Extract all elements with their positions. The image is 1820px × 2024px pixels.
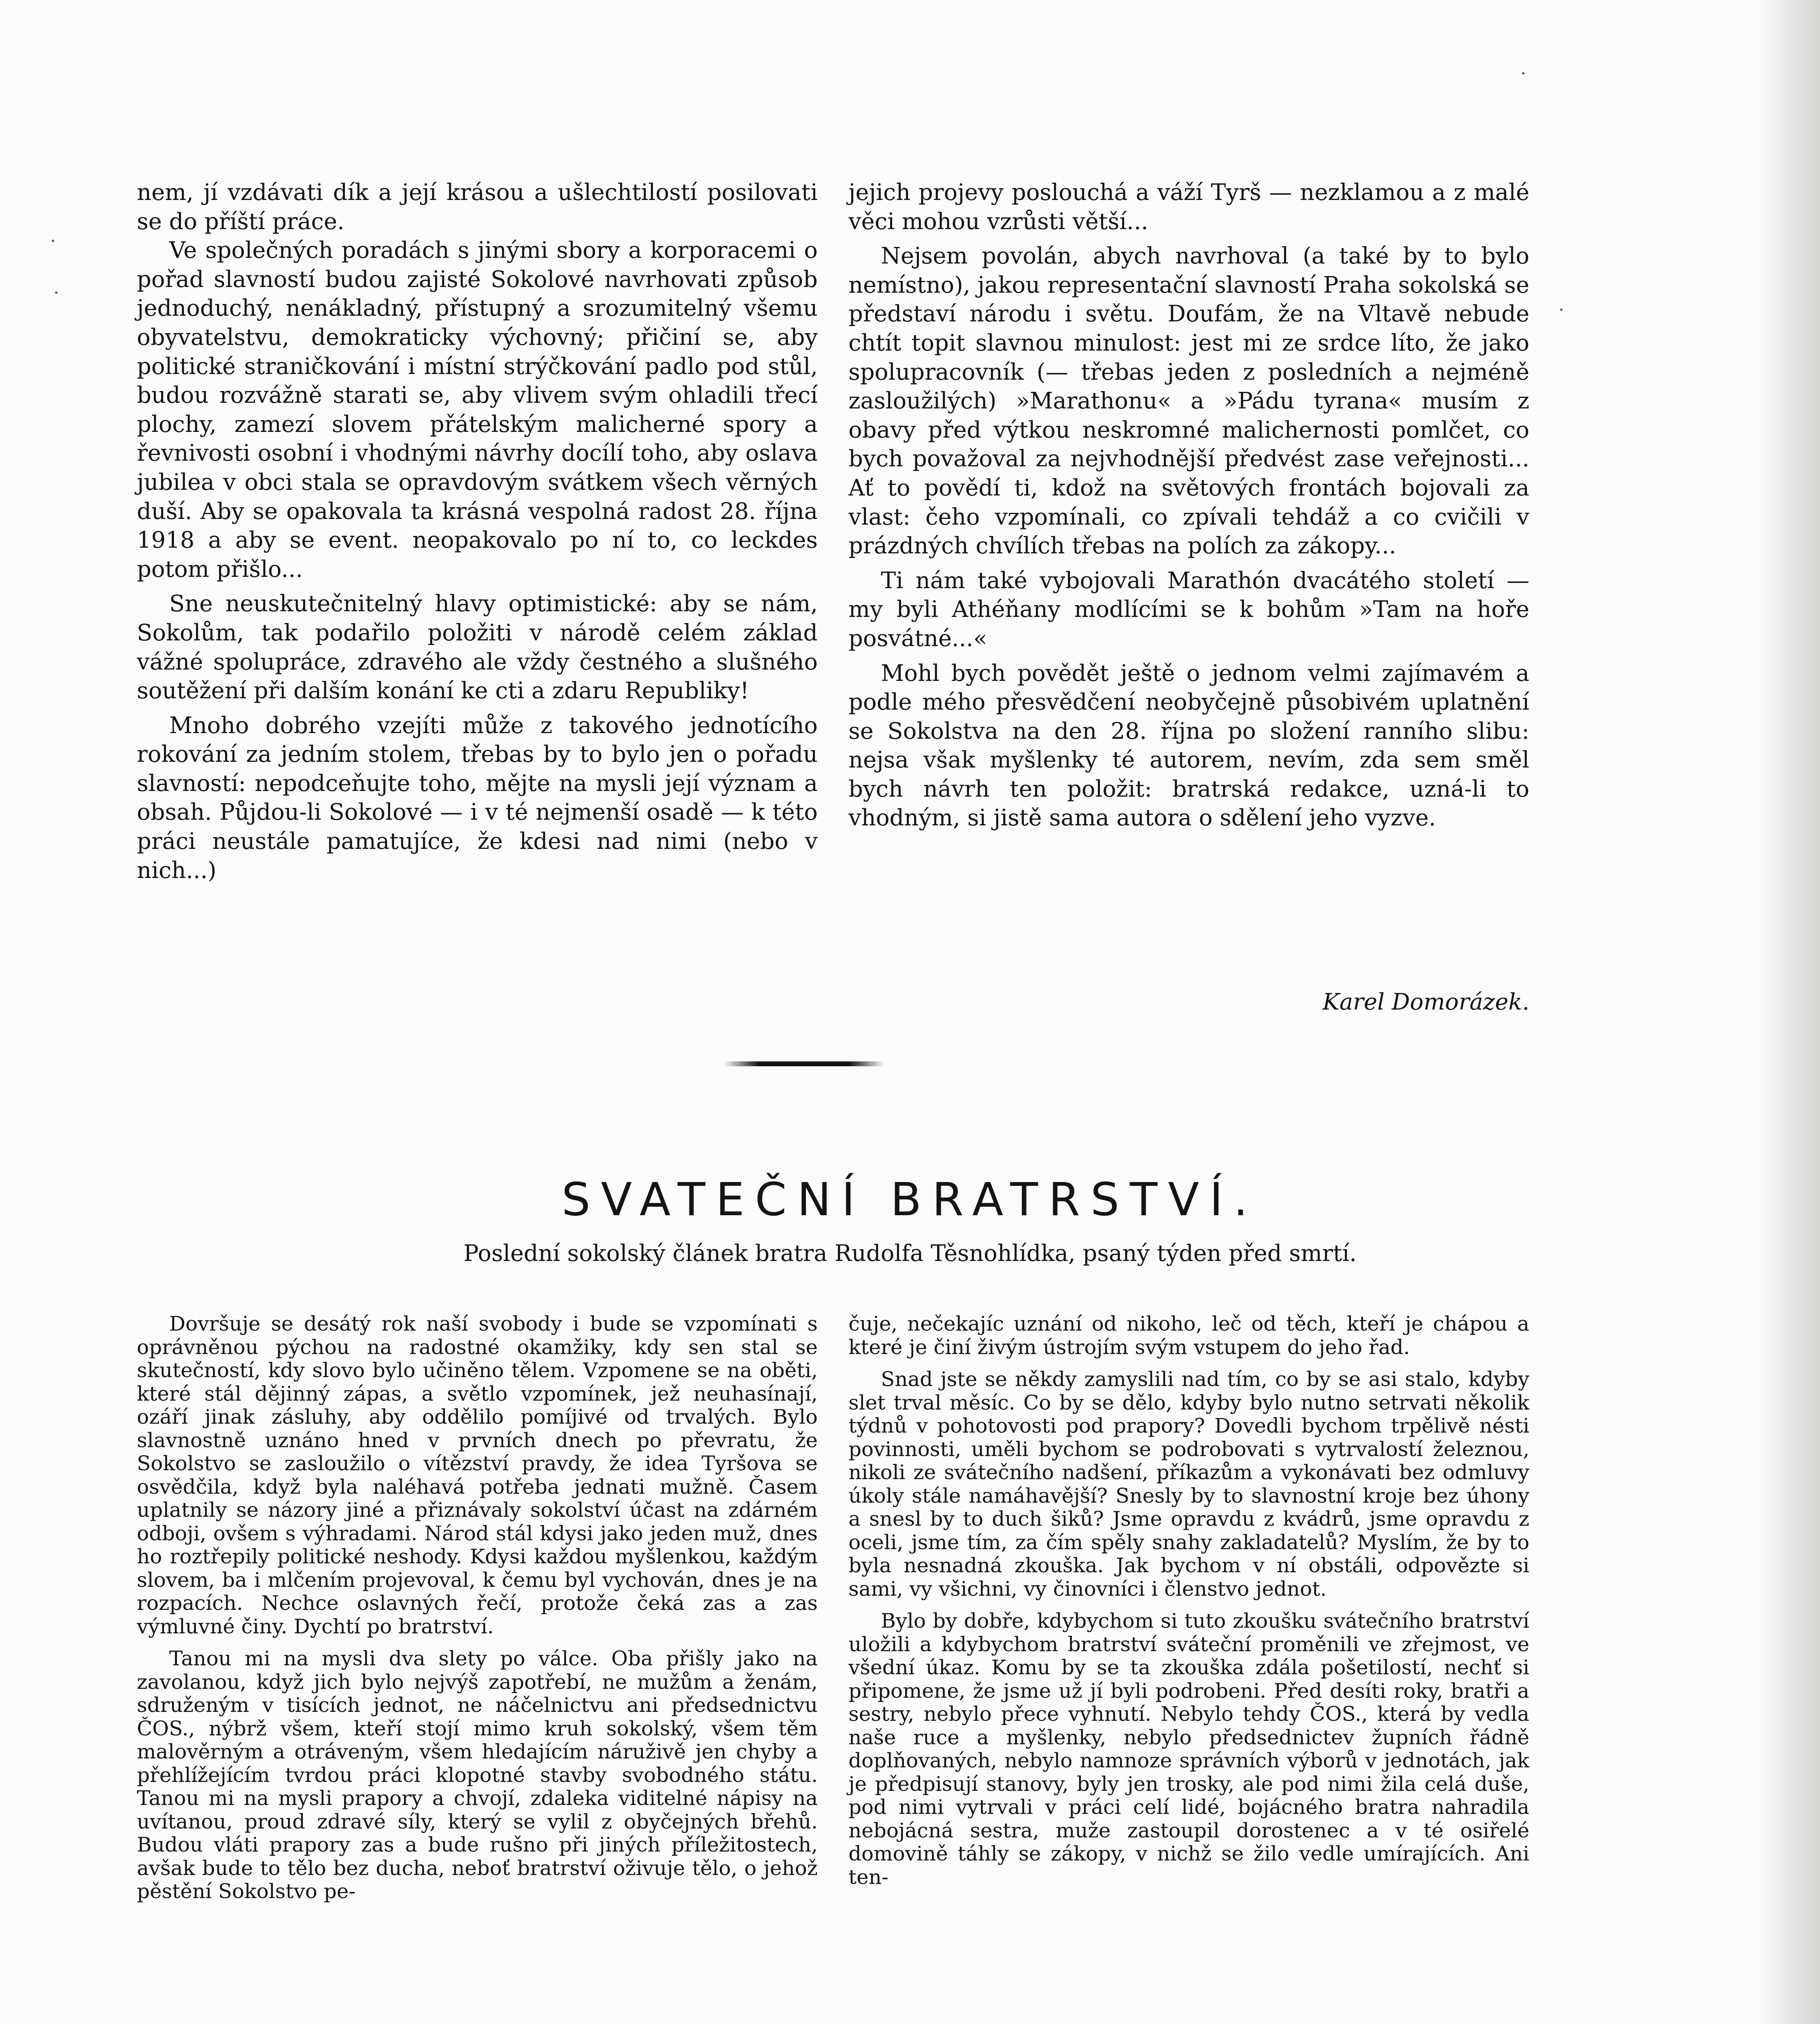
top-article-left-column	[137, 178, 818, 885]
paragraph: Mnoho dobrého vzejíti může z takového jednotícího rokování za jedním stolem, třebas by to bylo jen o pořadu slavností: nepodceňujte toho, mějte na mysli její význam a obsah. Půjdou-li Sokolové — i v té nejmenší osadě — k této práci neustále pamatujíce, že kdesi nad nimi (nebo v nich...)	[137, 712, 818, 884]
paragraph: jejich projevy poslouchá a váží Tyrš — nezklamou a z malé věci mohou vzrůsti větší...	[848, 179, 1529, 235]
paragraph: Snad jste se někdy zamyslili nad tím, co by se asi stalo, kdyby slet trval měsíc. Co by se dělo, kdyby bylo nutno setrvati několik týdnů v pohotovosti pod prapory? Dovedli bychom trpělivě nésti povinnosti, uměli bychom se podrobovati s vytrvalostí železnou, nikoli ze svátečního nadšení, příkazům a vykonávati bez odmluvy úkoly stále namáhavější? Snesly by to slavnostní kroje bez úhony a snesl by to duch šiků? Jsme opravdu z kvádrů, jsme opravdu z oceli, jsme tím, za čím spěly snahy zakladatelů? Myslím, že by to byla nesnadná zkouška. Jak bychom v ní obstáli, odpovězte si sami, vy všichni, vy činovníci i členstvo jednot.	[848, 1367, 1529, 1601]
paragraph: Bylo by dobře, kdybychom si tuto zkoušku svátečního bratrství uložili a kdybychom bratrství sváteční proměnili ve zřejmost, ve všední úkaz. Komu by se ta zkouška zdála pošetilostí, nechť si připomene, že jsme už jí byli podrobeni. Před desíti roky, bratři a sestry, nebylo přece vyhnutí. Nebylo tehdy ČOS., která by vedla naše ruce a myšlenky, nebylo předsednictev župních řádně doplňovaných, nebylo namnoze správních výborů v jednotách, jak je předpisují stanovy, byly jen trosky, ale pod nimi žila celá duše, pod nimi vytrvali v práci celí lidé, bojácného bratra nahradila nebojácná sestra, muže zastoupil dorostenec a v té osiřelé domovině táhly se zákopy, v nichž se žilo vedle umírajících. Ani ten-	[848, 1609, 1529, 1889]
paragraph: čuje, nečekajíc uznání od nikoho, leč od těch, kteří je chápou a které je činí živým ústrojím svým vstupem do jeho řad.	[848, 1312, 1529, 1359]
paragraph: nem, jí vzdávati dík a její krásou a ušlechtilostí posilovati se do příští práce.	[137, 179, 818, 235]
paragraph: Ti nám také vybojovali Marathón dvacátého století — my byli Athéňany modlícími se k bohům »Tam na hoře posvátné...«	[848, 567, 1529, 652]
paragraph: Dovršuje se desátý rok naší svobody i bude se vzpomínati s oprávněnou pýchou na radostné okamžiky, kdy sen stal se skutečností, kdy slovo bylo učiněno tělem. Vzpomene se na oběti, které stál dějinný zápas, a světlo vzpomínek, jež neuhasínají, ozáří jinak zásluhy, aby oddělilo pomíjivé od trvalých. Bylo slavnostně uznáno hned v prvních dnech po převratu, že Sokolstvo se zasloužilo o vítězství pravdy, že idea Tyršova se osvědčila, když byla naléhavá potřeba jednati mužně. Časem uplatnily se názory jiné a přiznávaly sokolství účast na zdárném odboji, ovšem s výhradami. Národ stál kdysi jako jeden muž, dnes ho roztřepily politické neshody. Kdysi každou myšlenkou, každým slovem, ba i mlčením projevoval, k čemu byl vychován, dnes je na rozpacích. Nechce oslavných řečí, protože čeká zas a zas výmluvné činy. Dychtí po bratrství.	[137, 1312, 818, 1638]
paragraph: Nejsem povolán, abych navrhoval (a také by to bylo nemístno), jakou representační slavností Praha sokolská se představí národu i světu. Doufám, že na Vltavě nebude chtít topit slavnou minulost: jest mi ze srdce líto, že jako spolupracovník (— třebas jeden z posledních a nejméně zasloužilých) »Marathonu« a »Pádu tyrana« musím z obavy před výtkou neskromné malichernosti pomlčet, co bych považoval za nejvhodnější předvést zase veřejnosti... Ať to povědí ti, kdož na světových frontách bojovali za vlast: čeho vzpomínali, co zpívali tehdáž a co cvičili v prázdných chvílích třebas na polích za zákopy...	[848, 243, 1529, 559]
scan-speck	[52, 240, 54, 242]
author-signature: Karel Domorázek.	[1322, 989, 1529, 1015]
paragraph: Tanou mi na mysli dva slety po válce. Oba přišly jako na zavolanou, když jich bylo nejvýš zapotřebí, ne mužům a ženám, sdruženým v tisících jednot, ne náčelnictvu ani předsednictvu ČOS., nýbrž všem, kteří stojí mimo kruh sokolský, všem těm malověrným a otráveným, všem hledajícím náruživě jen chyby a přehlížejícím tvrdou práci klopotné stavby svobodného státu. Tanou mi na mysli prapory a chvojí, zdaleka viditelné nápisy na uvítanou, proud zdravé síly, který se vylil z obyčejných břehů. Budou vláti prapory zas a bude rušno při jiných příležitostech, avšak bude to tělo bez ducha, neboť bratrství oživuje tělo, o jehož pěstění Sokolstvo pe-	[137, 1647, 818, 1903]
paragraph: Sne neuskutečnitelný hlavy optimistické: aby se nám, Sokolům, tak podařilo položiti v národě celém základ vážné spolupráce, zdravého ale vždy čestného a slušného soutěžení při dalším konání ke cti a zdaru Republiky!	[137, 591, 818, 704]
scan-speck	[55, 291, 57, 294]
scan-speck	[1560, 308, 1563, 311]
page-edge-shadow	[1759, 0, 1820, 2024]
paragraph: Mohl bych povědět ještě o jednom velmi zajímavém a podle mého přesvědčení neobyčejně působivém uplatnění se Sokolstva na den 28. října po složení ranního slibu: nejsa však myšlenky té autorem, nevím, zda sem směl bych návrh ten položit: bratrská redakce, uzná-li to vhodným, si jistě sama autora o sdělení jeho vyzve.	[848, 660, 1529, 831]
scan-speck	[1522, 72, 1524, 74]
bottom-article-left-column	[137, 1312, 818, 1903]
article-subtitle: Poslední sokolský článek bratra Rudolfa Těsnohlídka, psaný týden před smrtí.	[463, 1240, 1357, 1267]
top-article-right-column	[848, 178, 1529, 833]
bottom-article-right-column	[848, 1312, 1529, 1889]
paragraph: Ve společných poradách s jinými sbory a korporacemi o pořad slavností budou zajisté Sokolové navrhovati způsob jednoduchý, nenákladný, přístupný a srozumitelný všemu obyvatelstvu, demokraticky výchovný; přičiní se, aby politické straničkování i místní strýčkování padlo pod stůl, budou rozvážně starati se, aby vlivem svým ohladili třecí plochy, zamezí slovem přátelským malicherné spory a řevnivosti osobní i vhodnými návrhy docílí toho, aby oslava jubilea v obci stala se opravdovým svátkem všech věrných duší. Aby se opakovala ta krásná vespolná radost 28. října 1918 a aby se event. neopakovalo po ní to, co leckdes potom přišlo...	[137, 237, 818, 583]
article-title: SVATEČNÍ BRATRSTVÍ.	[561, 1174, 1259, 1227]
section-divider	[724, 1061, 884, 1066]
